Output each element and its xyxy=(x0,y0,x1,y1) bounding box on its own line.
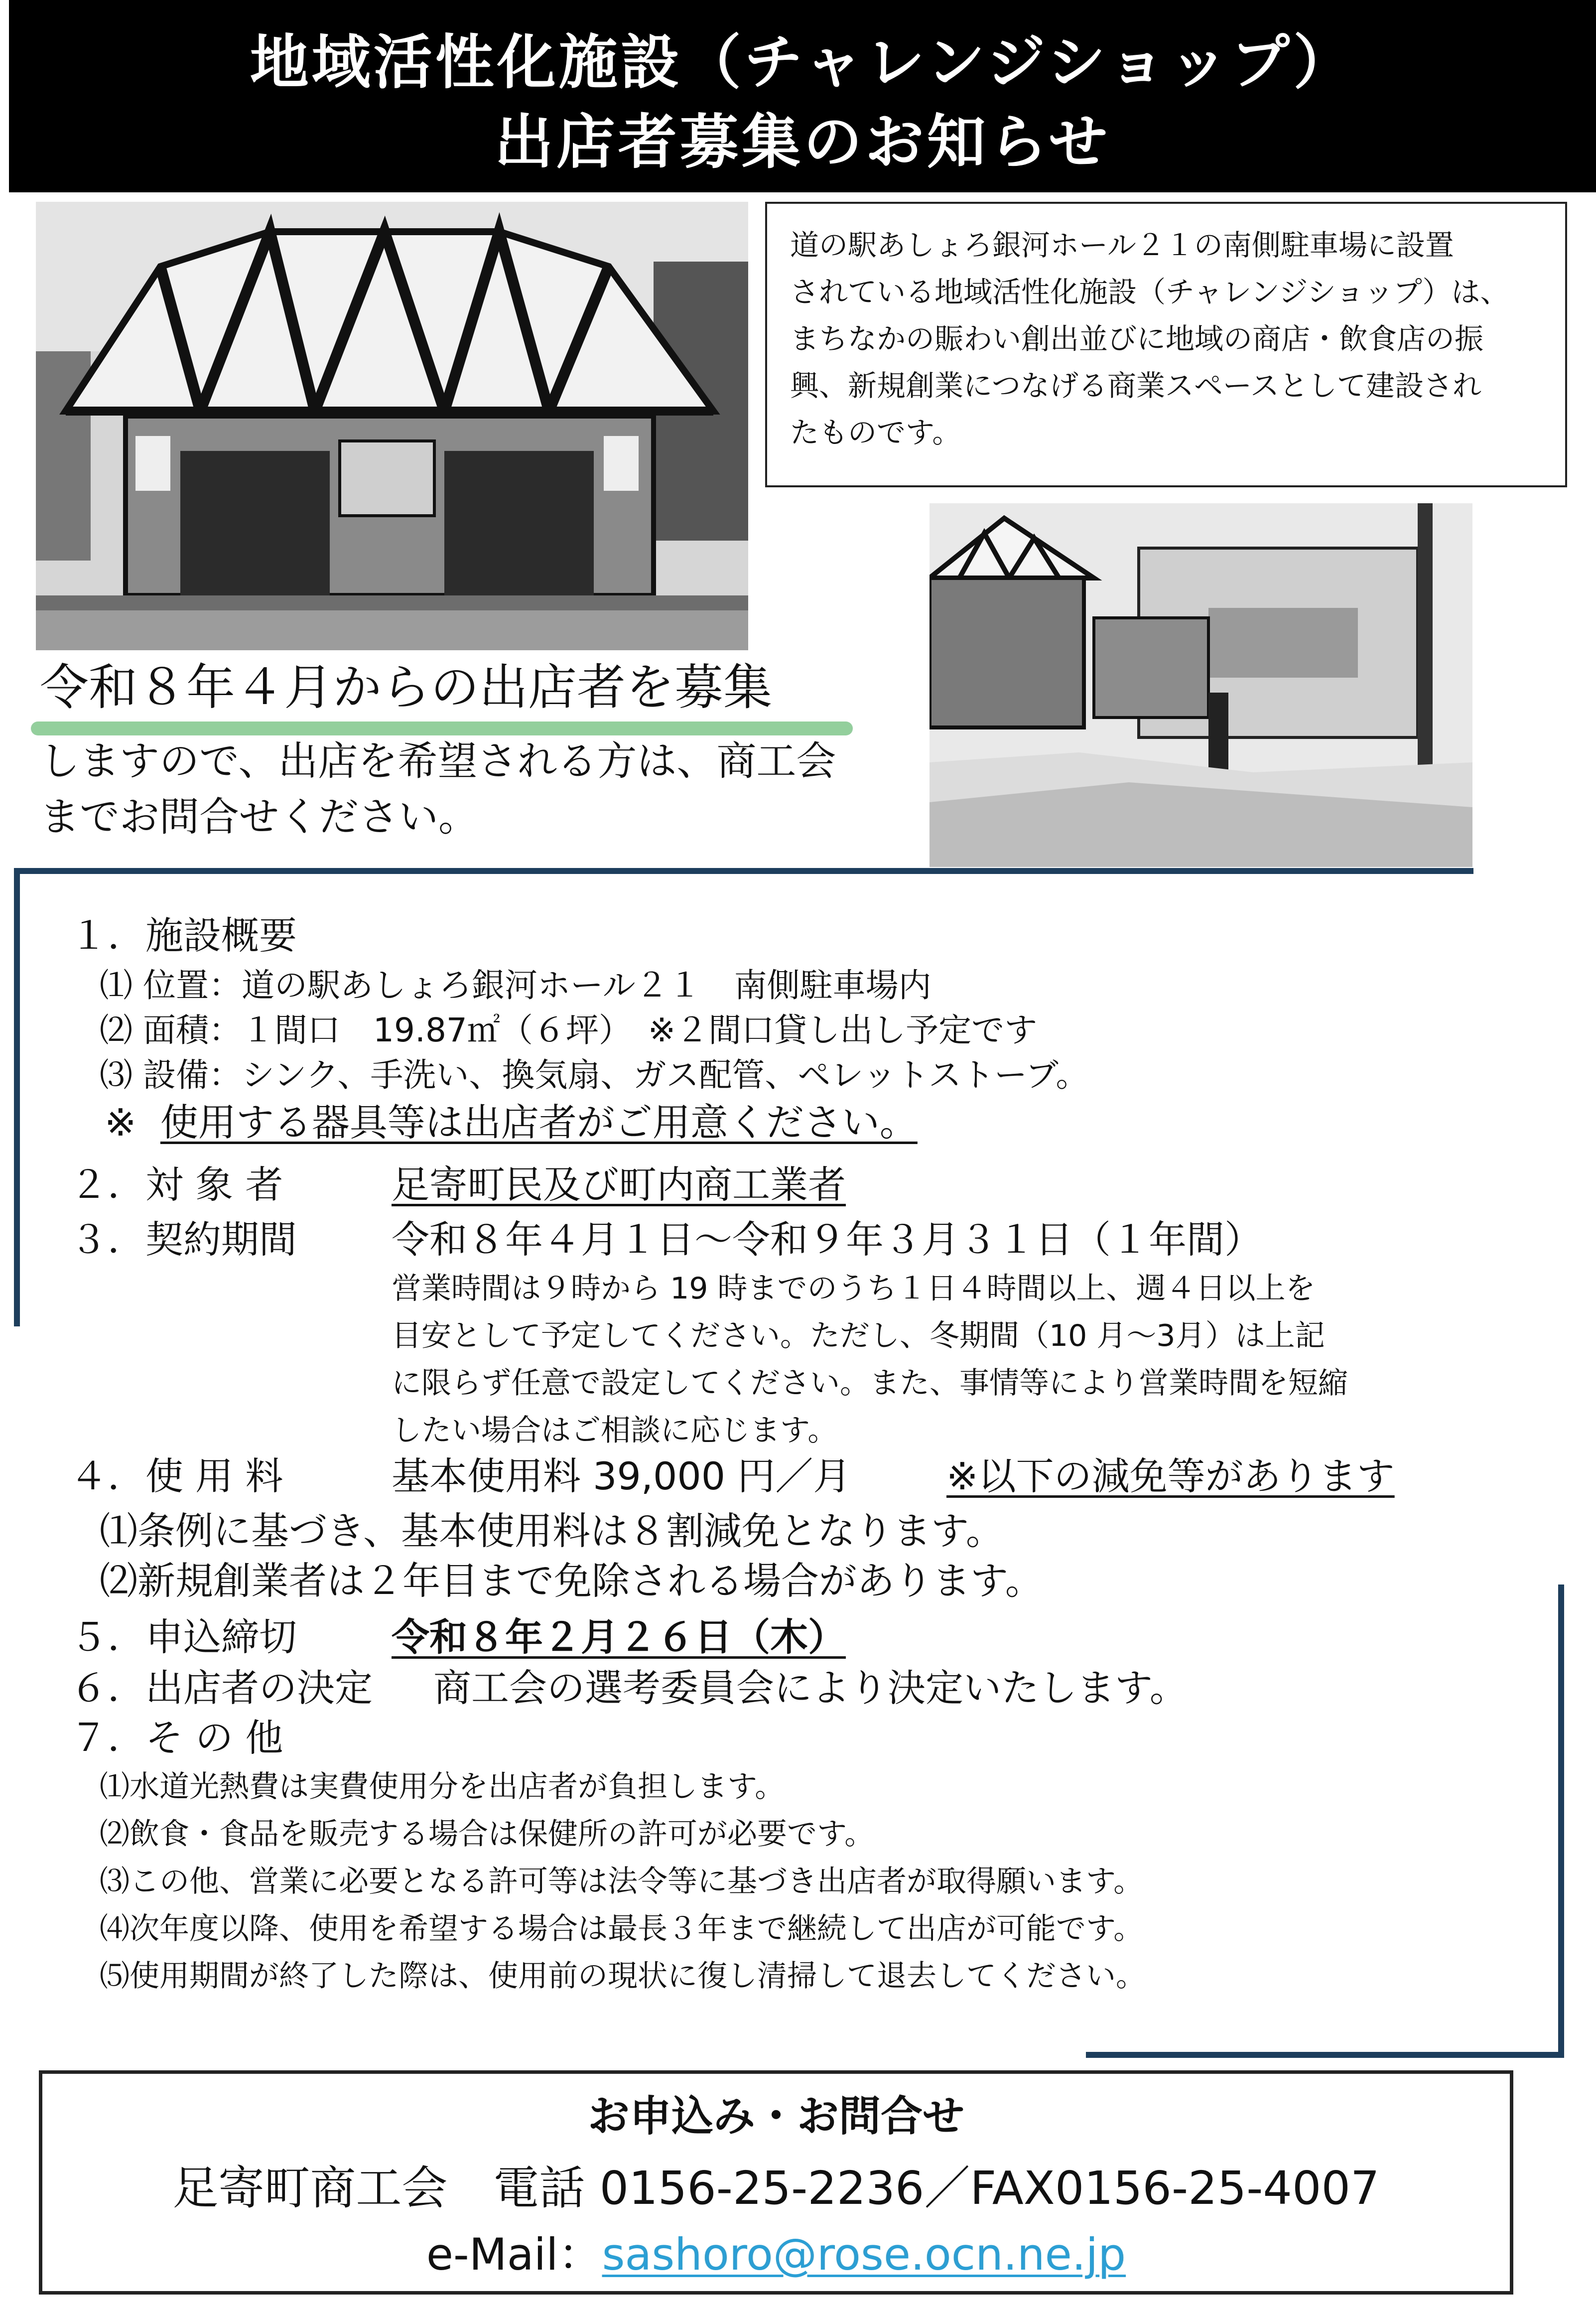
other-item: ⑵飲食・食品を販売する場合は保健所の許可が必要です。 xyxy=(100,1817,875,1852)
street-illustration xyxy=(930,503,1472,867)
facility-area: ⑵ 面積：１間口 19.87㎡（６坪） ※２間口貸し出し予定です xyxy=(100,1011,1038,1049)
street-illustration-drawing xyxy=(930,503,1472,867)
fee-note: ※以下の減免等があります xyxy=(946,1454,1395,1498)
other-item: ⑴水道光熱費は実費使用分を出店者が負担します。 xyxy=(100,1769,785,1804)
contact-email-row xyxy=(42,2226,1510,2283)
business-hours-detail: 営業時間は９時から 19 時までのうち１日４時間以上、週４日以上を xyxy=(392,1271,1316,1306)
frame-left-line xyxy=(14,868,20,1326)
title-line-1: 地域活性化施設（チャレンジショップ） xyxy=(250,28,1355,97)
eligibility-value: 足寄町民及び町内商工業者 xyxy=(392,1162,846,1207)
business-hours-detail: 目安として予定してください。ただし、冬期間（10 月～3月）は上記 xyxy=(392,1318,1325,1353)
section-label-eligibility: ２．対 象 者 xyxy=(70,1162,283,1207)
facility-equipment: ⑶ 設備：シンク、手洗い、換気扇、ガス配管、ペレットストーブ。 xyxy=(100,1056,1089,1094)
facility-note-text: 使用する器具等は出店者がご用意ください。 xyxy=(160,1100,918,1145)
contact-box xyxy=(39,2070,1513,2295)
recruit-headline: 令和８年４月からの出店者を募集 xyxy=(40,659,773,716)
intro-line: 興、新規創業につなげる商業スペースとして建設され xyxy=(790,369,1481,403)
frame-top-line xyxy=(14,868,1473,874)
recruit-subtext-line: しますので、出店を希望される方は、商工会 xyxy=(40,738,836,784)
header-banner xyxy=(9,0,1596,192)
section-label-deadline: ５．申込締切 xyxy=(70,1615,297,1659)
intro-line: たものです。 xyxy=(790,416,961,449)
email-link[interactable]: sashoro@rose.ocn.ne.jp xyxy=(602,2229,1126,2280)
intro-line: まちなかの賑わい創出並びに地域の商店・飲食店の振 xyxy=(790,322,1484,356)
intro-line: 道の駅あしょろ銀河ホール２１の南側駐車場に設置 xyxy=(790,228,1454,262)
email-label: e-Mail： xyxy=(426,2229,602,2280)
business-hours-detail: したい場合はご相談に応じます。 xyxy=(392,1413,838,1448)
other-item: ⑷次年度以降、使用を希望する場合は最長３年まで継続して出店が可能です。 xyxy=(100,1911,1144,1946)
frame-bottom-line xyxy=(1086,2052,1564,2058)
fee-reduction-item: ⑵新規創業者は２年目まで免除される場合があります。 xyxy=(100,1559,1043,1603)
selection-value: 商工会の選考委員会により決定いたします。 xyxy=(433,1666,1188,1710)
facility-note xyxy=(105,1099,918,1147)
fee-value: 基本使用料 39,000 円／月 xyxy=(392,1454,851,1498)
business-hours-detail: に限らず任意で設定してください。また、事情等により営業時間を短縮 xyxy=(392,1366,1348,1401)
section-heading-facility: １．施設概要 xyxy=(70,913,297,958)
contract-period-value: 令和８年４月１日～令和９年３月３１日（１年間） xyxy=(392,1217,1262,1262)
shop-illustration-drawing xyxy=(36,202,748,650)
shop-illustration xyxy=(36,202,748,650)
contact-title: お申込み・お問合せ xyxy=(587,2092,964,2141)
other-item: ⑸使用期間が終了した際は、使用前の現状に復し清掃して退去してください。 xyxy=(100,1959,1146,1994)
note-mark: ※ xyxy=(105,1100,136,1145)
section-label-other: ７．そ の 他 xyxy=(70,1716,283,1760)
intro-line: されている地域活性化施設（チャレンジショップ）は、 xyxy=(790,275,1509,309)
facility-location: ⑴ 位置：道の駅あしょろ銀河ホール２１ 南側駐車場内 xyxy=(100,966,931,1005)
intro-box xyxy=(765,202,1567,487)
other-item: ⑶この他、営業に必要となる許可等は法令等に基づき出店者が取得願います。 xyxy=(100,1864,1144,1899)
headline-highlight xyxy=(31,721,853,735)
frame-right-line xyxy=(1558,1585,1564,2058)
deadline-value: 令和８年２月２６日（木） xyxy=(392,1615,846,1659)
contact-phone-fax: 足寄町商工会 電話 0156-25-2236／FAX0156-25-4007 xyxy=(172,2162,1380,2215)
fee-reduction-item: ⑴条例に基づき、基本使用料は８割減免となります。 xyxy=(100,1509,1004,1553)
recruit-subtext-line: までお問合せください。 xyxy=(40,794,478,840)
section-label-contract-period: ３．契約期間 xyxy=(70,1217,297,1262)
section-label-fee: ４．使 用 料 xyxy=(70,1454,283,1498)
title-line-2: 出店者募集のお知らせ xyxy=(494,108,1111,176)
section-label-selection: ６．出店者の決定 xyxy=(70,1666,373,1710)
